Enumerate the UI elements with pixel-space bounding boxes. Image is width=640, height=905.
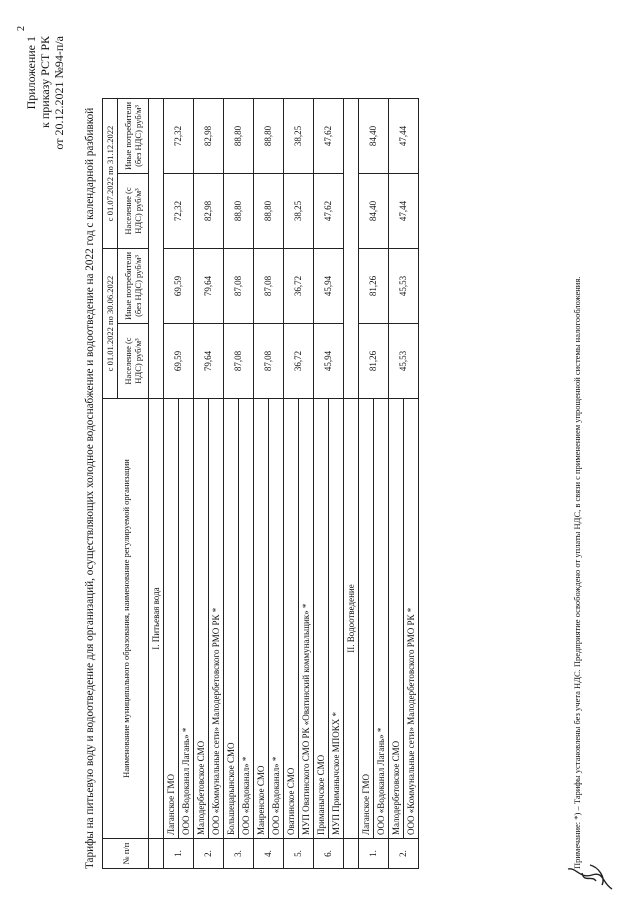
p1-population-value: 79,64 — [194, 324, 224, 399]
appendix-line-1: Приложение 1 — [24, 36, 38, 110]
table-row — [284, 98, 299, 868]
p2-others-value: 88,80 — [224, 98, 254, 173]
document-title: Тарифы на питьевую воду и водоотведение для организаций, осуществляющих холодное водоснабжение и водоотведение на 2022 год с календарной разбивкой — [84, 107, 96, 869]
section-cell-empty — [149, 98, 164, 398]
p2-population-value: 38,25 — [284, 173, 314, 248]
p1-others-value: 87,08 — [254, 248, 284, 323]
p1-population-value: 45,53 — [389, 324, 419, 399]
p2-population-value: 84,40 — [359, 173, 389, 248]
p2-others-value: 38,25 — [284, 98, 314, 173]
header-num: № п/п — [103, 839, 149, 869]
table-row — [164, 98, 179, 868]
section-cell-empty — [149, 839, 164, 869]
municipality-name: Большецарынское СМО — [224, 399, 239, 839]
row-number: 4. — [254, 839, 284, 869]
table-row — [194, 98, 209, 868]
organization-name: ООО «Водоканал» * — [239, 399, 254, 839]
p2-others-value: 84,40 — [359, 98, 389, 173]
municipality-name: Лаганское ГМО — [164, 399, 179, 839]
tariff-table-body — [149, 98, 419, 868]
page-number: 2 — [16, 26, 27, 31]
table-row — [224, 98, 239, 868]
header-p1-population: Население (с НДС) руб/м³ — [118, 324, 149, 399]
header-period-1: с 01.01.2022 по 30.06.2022 — [103, 248, 118, 398]
signature-mark — [562, 857, 622, 897]
p1-others-value: 79,64 — [194, 248, 224, 323]
table-row — [359, 98, 374, 868]
p2-population-value: 88,80 — [254, 173, 284, 248]
table-row — [314, 98, 329, 868]
municipality-name: Манренское СМО — [254, 399, 269, 839]
section-cell-empty — [344, 98, 359, 398]
row-number: 2. — [194, 839, 224, 869]
organization-name: ООО «Коммунальные сети» Малодербетовского РМО РК * — [404, 399, 419, 839]
row-number: 5. — [284, 839, 314, 869]
section-title: II. Водоотведение — [344, 399, 359, 839]
p1-others-value: 69,59 — [164, 248, 194, 323]
p2-population-value: 72,32 — [164, 173, 194, 248]
p2-others-value: 72,32 — [164, 98, 194, 173]
appendix-header — [24, 36, 66, 150]
p1-others-value: 81,26 — [359, 248, 389, 323]
p2-population-value: 47,62 — [314, 173, 344, 248]
appendix-line-3: от 20.12.2021 №94-п/а — [52, 36, 66, 150]
section-cell-empty — [344, 839, 359, 869]
p2-others-value: 82,98 — [194, 98, 224, 173]
table-row — [254, 98, 269, 868]
p1-population-value: 45,94 — [314, 324, 344, 399]
row-number: 1. — [359, 839, 389, 869]
header-p2-population: Население (с НДС) руб/м³ — [118, 173, 149, 248]
row-number: 2. — [389, 839, 419, 869]
organization-name: ООО «Водоканал» * — [269, 399, 284, 839]
row-number: 1. — [164, 839, 194, 869]
header-p2-others: Иные потребители (без НДС) руб/м³ — [118, 98, 149, 173]
organization-name: ООО «Коммунальные сети» Малодербетовского РМО РК * — [209, 399, 224, 839]
p1-population-value: 81,26 — [359, 324, 389, 399]
table-row — [389, 98, 404, 868]
row-number: 6. — [314, 839, 344, 869]
p2-others-value: 47,44 — [389, 98, 419, 173]
municipality-name: Малодербетовское СМО — [389, 399, 404, 839]
p1-population-value: 69,59 — [164, 324, 194, 399]
p2-others-value: 88,80 — [254, 98, 284, 173]
section-title: I. Питьевая вода — [149, 399, 164, 839]
p1-population-value: 36,72 — [284, 324, 314, 399]
municipality-name: Лаганское ГМО — [359, 399, 374, 839]
municipality-name: Малодербетовское СМО — [194, 399, 209, 839]
municipality-name: Оватинское СМО — [284, 399, 299, 839]
p1-others-value: 87,08 — [224, 248, 254, 323]
organization-name: МУП Оватинского СМО РК «Оватинский коммунальщик» * — [299, 399, 314, 839]
p1-population-value: 87,08 — [254, 324, 284, 399]
header-p1-others: Иные потребители (без НДС) руб/м³ — [118, 248, 149, 323]
p1-others-value: 45,94 — [314, 248, 344, 323]
p1-population-value: 87,08 — [224, 324, 254, 399]
p1-others-value: 45,53 — [389, 248, 419, 323]
organization-name: ООО «Водоканал Лагань» * — [374, 399, 389, 839]
tariff-table — [102, 98, 419, 869]
p2-population-value: 47,44 — [389, 173, 419, 248]
header-name: Наименование муниципального образования, наименование регулируемой организации — [103, 399, 149, 839]
municipality-name: Приманычское СМО — [314, 399, 329, 839]
section-row — [149, 98, 164, 868]
header-period-2: с 01.07.2022 по 31.12.2022 — [103, 98, 118, 248]
organization-name: МУП Приманычское МПОКХ * — [329, 399, 344, 839]
appendix-line-2: к приказу РСТ РК — [38, 36, 52, 128]
row-number: 3. — [224, 839, 254, 869]
organization-name: ООО «Водоканал Лагань» * — [179, 399, 194, 839]
p2-population-value: 88,80 — [224, 173, 254, 248]
p2-population-value: 82,98 — [194, 173, 224, 248]
section-row — [344, 98, 359, 868]
p2-others-value: 47,62 — [314, 98, 344, 173]
p1-others-value: 36,72 — [284, 248, 314, 323]
footnote: Примечание: *) – Тарифы установлены без учета НДС. Предприятие освобождено от уплаты НДС, в связи с применением упрощенной системы налогообложения. — [572, 276, 582, 869]
